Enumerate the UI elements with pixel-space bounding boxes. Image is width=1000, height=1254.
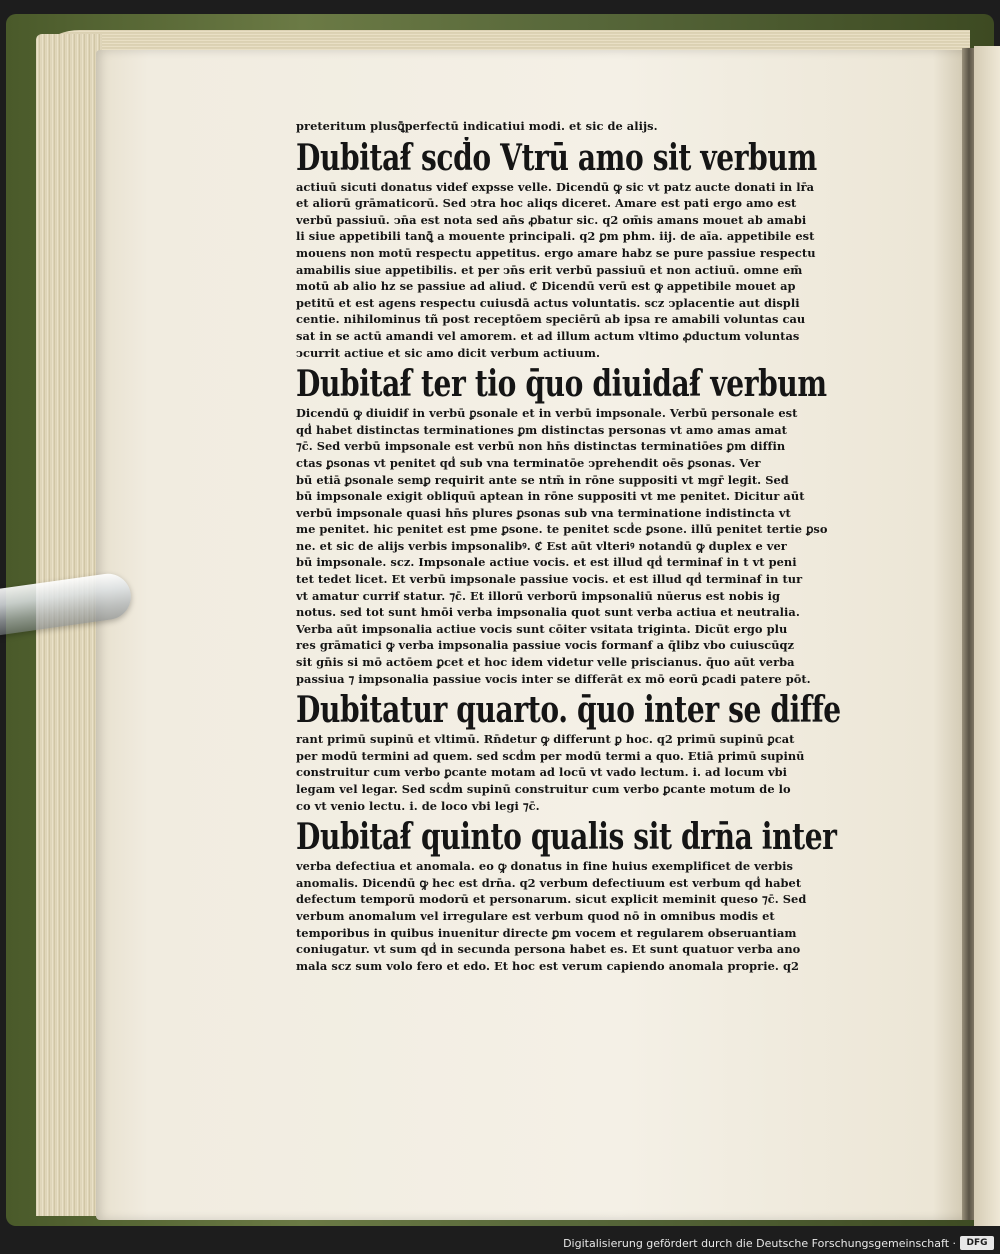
section-heading: Dubitaẜ ter tio q̄uo diuidaẜ verbum	[296, 363, 827, 406]
section-heading: Dubitaẜ scḋo Vtrū amo sit verbum	[296, 136, 817, 179]
text-line: defectum temporū modorū et personarum. sicut explicit meminit queso ⁊c̄. Sed	[296, 892, 807, 907]
text-line: tet tedet licet. Et verbū impsonale passiue vocis. et est illud qḋ terminaẜ in tur	[296, 572, 803, 587]
text-line: motū ab alio hz se passiue ad aliud. ℭ Dicendū verū est ꝙ appetibile mouet ap	[296, 279, 796, 294]
text-line: verbū impsonale quasi hn̄s plures ꝑsonas sub vna terminatione indistincta vt	[296, 505, 791, 520]
text-line: Verba aūt impsonalia actiue vocis sunt cōiter vsitata triginta. Dicūt ergo plu	[296, 621, 788, 636]
text-line: centie. nihilominus tñ post receptōem speciērū ab ipsa re amabili voluntas cau	[296, 312, 806, 327]
text-line: construitur cum verbo ꝑcante motam ad locū vt vado lectum. i. ad locum vbi	[296, 765, 788, 780]
text-line: bū impsonale. scz. Impsonale actiue vocis. et est illud qḋ terminaẜ in t vt peni	[296, 555, 797, 570]
text-line: per modū termini ad quem. sed scḋm per modū termi a quo. Etiā primū supinū	[296, 748, 805, 763]
section-2	[296, 363, 896, 687]
text-line: vt amatur curriẜ statur. ⁊c̄. Et illorū verborū impsonaliū nūerus est nobis ig	[296, 588, 780, 603]
facing-page-edge	[974, 46, 1000, 1226]
text-line: mala scz sum volo fero et edo. Et hoc est verum capiendo anomala proprie. q2	[296, 958, 799, 973]
section-heading: Dubitaẜ quinto qualis sit drn̄a inter	[296, 816, 837, 859]
text-line: ctas ꝑsonas vt penitet qḋ sub vna terminatōe ↄprehendit oēs ꝑsonas. Ver	[296, 455, 761, 470]
text-line: co vt venio lectu. i. de loco vbi legi ⁊c̄.	[296, 798, 540, 813]
text-line: notus. sed tot sunt hmōi verba impsonalia quot sunt verba actiua et neutralia.	[296, 605, 800, 620]
text-line: verba defectiua et anomala. eo ꝙ donatus in fine huius exemplificet de verbis	[296, 859, 794, 874]
text-line: qḋ habet distinctas terminationes ꝑm distinctas personas vt amo amas amat	[296, 422, 787, 437]
funding-credit: Digitalisierung gefördert durch die Deutsche Forschungsgemeinschaft ·	[563, 1237, 956, 1250]
text-line: verbū passiuū. ↄn̄a est nota sed an̄s ꝓbatur sic. q2 om̄is amans mouet ab amabi	[296, 212, 807, 227]
text-line: li siue appetibili tanꝗ̄ a mouente principali. q2 ꝑm phm. iij. de aīa. appetibile est	[296, 229, 815, 244]
text-line: bū etiā ꝑsonale semꝑ requirit ante se ntm̄ in rōne suppositi vt mgr̄ legit. Sed	[296, 472, 789, 487]
section-heading: Dubitatur quarto. q̄uo inter se diffe	[296, 689, 841, 732]
text-line: ⁊c̄. Sed verbū impsonale est verbū non hn̄s distinctas terminatiōes ꝑm diffin	[296, 439, 786, 454]
text-line: bū impsonale exigit obliquū aptean in rōne suppositi vt me penitet. Dicitur aūt	[296, 489, 805, 504]
page-text-block	[296, 118, 896, 974]
text-line: petitū et est agens respectu cuiusdā actus voluntatis. scz ↄplacentie aut displi	[296, 295, 800, 310]
text-line: sat in se actū amandi vel amorem. et ad illum actum vltimo ꝓductum voluntas	[296, 328, 800, 343]
text-line: anomalis. Dicendū ꝙ hec est drn̄a. q2 verbum defectiuum est verbum qḋ habet	[296, 875, 802, 890]
text-line: me penitet. hic penitet est pme ꝑsone. te penitet scḋe ꝑsone. illū penitet tertie ꝑso	[296, 522, 828, 537]
text-line: mouens non motū respectu appetitus. ergo amare habz se pure passiue respectu	[296, 245, 816, 260]
text-line: legam vel legar. Sed scḋm supinū construitur cum verbo ꝑcante motum de lo	[296, 782, 791, 796]
text-line: ↄcurrit actiue et sic amo dicit verbum actiuum.	[296, 345, 600, 360]
section-3	[296, 689, 896, 814]
text-line: coniugatur. vt sum qḋ in secunda persona habet es. Et sunt quatuor verba ano	[296, 942, 801, 957]
text-line: Dicendū ꝙ diuidiẜ in verbū ꝑsonale et in verbū impsonale. Verbū personale est	[296, 406, 798, 421]
text-line: temporibus in quibus inuenitur directe ꝑm vocem et regularem obseruantiam	[296, 925, 797, 940]
text-line: verbum anomalum vel irregulare est verbum quod nō in omnibus modis et	[296, 908, 775, 923]
dfg-logo: DFG	[960, 1236, 994, 1250]
page-edges-top	[50, 30, 970, 52]
text-line: actiuū sicuti donatus videẜ expsse velle. Dicendū ꝙ sic vt patz aucte donati in lr̄a	[296, 179, 815, 194]
text-line: passiua ⁊ impsonalia passiue vocis inter se differāt ex mō eorū ꝑcadi patere pōt.	[296, 671, 811, 686]
text-line: sit gn̄is si mō actōem ꝑcet et hoc idem videtur velle priscianus. q̄uo aūt verba	[296, 655, 795, 670]
intro-line: preteritum plusꝗ̄perfectū indicatiui modi. et sic de alijs.	[296, 119, 658, 133]
section-1	[296, 137, 896, 362]
text-line: ne. et sic de alijs verbis impsonalibꝰ. ℭ Est aūt vlteriꝰ notandū ꝙ duplex e ver	[296, 538, 787, 553]
footer-bar	[0, 1232, 1000, 1254]
text-line: et aliorū grāmaticorū. Sed ↄtra hoc aliqs diceret. Amare est pati ergo amo est	[296, 196, 797, 211]
text-line: rant primū supinū et vltimū. Rn̄detur ꝙ differunt ꝑ hoc. q2 primū supinū ꝑcat	[296, 732, 795, 747]
section-4	[296, 816, 896, 974]
text-line: res grāmatici ꝙ verba impsonalia passiue vocis formanẜ a q̄libz vbo cuiuscūqz	[296, 638, 795, 653]
text-line: amabilis siue appetibilis. et per ↄn̄s erit verbū passiuū et non actiuū. omne em̄	[296, 262, 803, 277]
